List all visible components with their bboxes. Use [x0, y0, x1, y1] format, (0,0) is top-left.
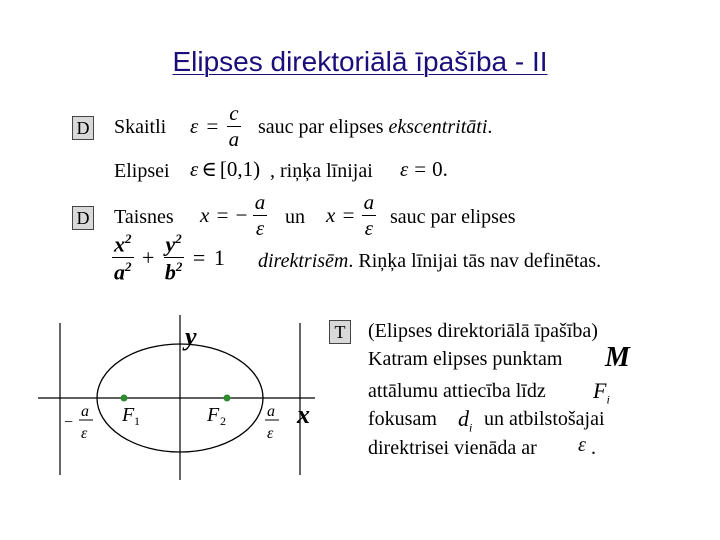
- focus-2-sub: 2: [220, 414, 226, 428]
- theorem-line-4b: un atbilstošajai: [484, 408, 605, 430]
- focus-1-point: [121, 395, 128, 402]
- theorem-line-1: (Elipses direktoriālā īpašība): [368, 320, 598, 342]
- x-axis-label: x: [297, 400, 310, 429]
- definition-marker-2: D: [72, 206, 94, 230]
- right-directrix-a: a: [267, 403, 275, 420]
- circle-text: , riņķa līnijai: [270, 160, 373, 182]
- point-M: M: [605, 342, 630, 373]
- theorem-line-3: attālumu attiecība līdz: [368, 380, 546, 402]
- left-directrix-eps: ε: [81, 425, 88, 442]
- def2-word: Taisnes: [114, 206, 174, 228]
- left-directrix-minus: −: [64, 414, 74, 431]
- eccentricity-range: ε ∈ [0,1): [190, 157, 261, 181]
- focus-1-sub: 1: [134, 414, 140, 428]
- left-directrix-a: a: [81, 403, 89, 420]
- eccentricity-formula: ε = $\frac{c}{a}$: [190, 101, 240, 151]
- circle-eccentricity: ε = 0.: [400, 157, 448, 181]
- focus-2-point: [224, 395, 231, 402]
- theorem-marker: T: [329, 320, 351, 344]
- definition-marker: D: [72, 116, 94, 140]
- theorem-eps: ε: [578, 434, 586, 456]
- theorem-line-4a: fokusam: [368, 408, 437, 430]
- focus-2-label: F: [207, 404, 220, 426]
- theorem-line-2: Katram elipses punktam: [368, 348, 563, 370]
- def2-line2: direktrisēm. Riņķa līnijai tās nav definētas.: [258, 250, 602, 272]
- ellipse-equation: $\frac{x^2}{a^2}$ + $\frac{y^2}{b^2}$ = 1: [114, 231, 225, 285]
- directrix-right-formula: x = $\frac{a}{\varepsilon}$: [326, 190, 375, 240]
- def2-un: un: [285, 206, 305, 228]
- ellipse-figure: [30, 315, 330, 480]
- focus-Fi: $F_i$: [593, 378, 610, 407]
- def1-word: Skaitli: [114, 116, 167, 138]
- right-directrix-eps: ε: [267, 425, 274, 442]
- directrix-left-formula: x = − $\frac{a}{\varepsilon}$: [200, 190, 266, 240]
- y-axis-label: y: [185, 322, 197, 351]
- def2-text: sauc par elipses: [390, 206, 516, 228]
- theorem-line-5: direktrisei vienāda ar: [368, 437, 537, 459]
- theorem-period: .: [591, 437, 596, 459]
- directrix-di: $d_i$: [458, 406, 473, 435]
- def1b-word: Elipsei: [114, 160, 170, 182]
- def1-text: sauc par elipses ekscentritāti.: [258, 116, 493, 138]
- focus-1-label: F: [122, 404, 135, 426]
- slide-title: Elipses direktoriālā īpašība - II: [172, 46, 548, 77]
